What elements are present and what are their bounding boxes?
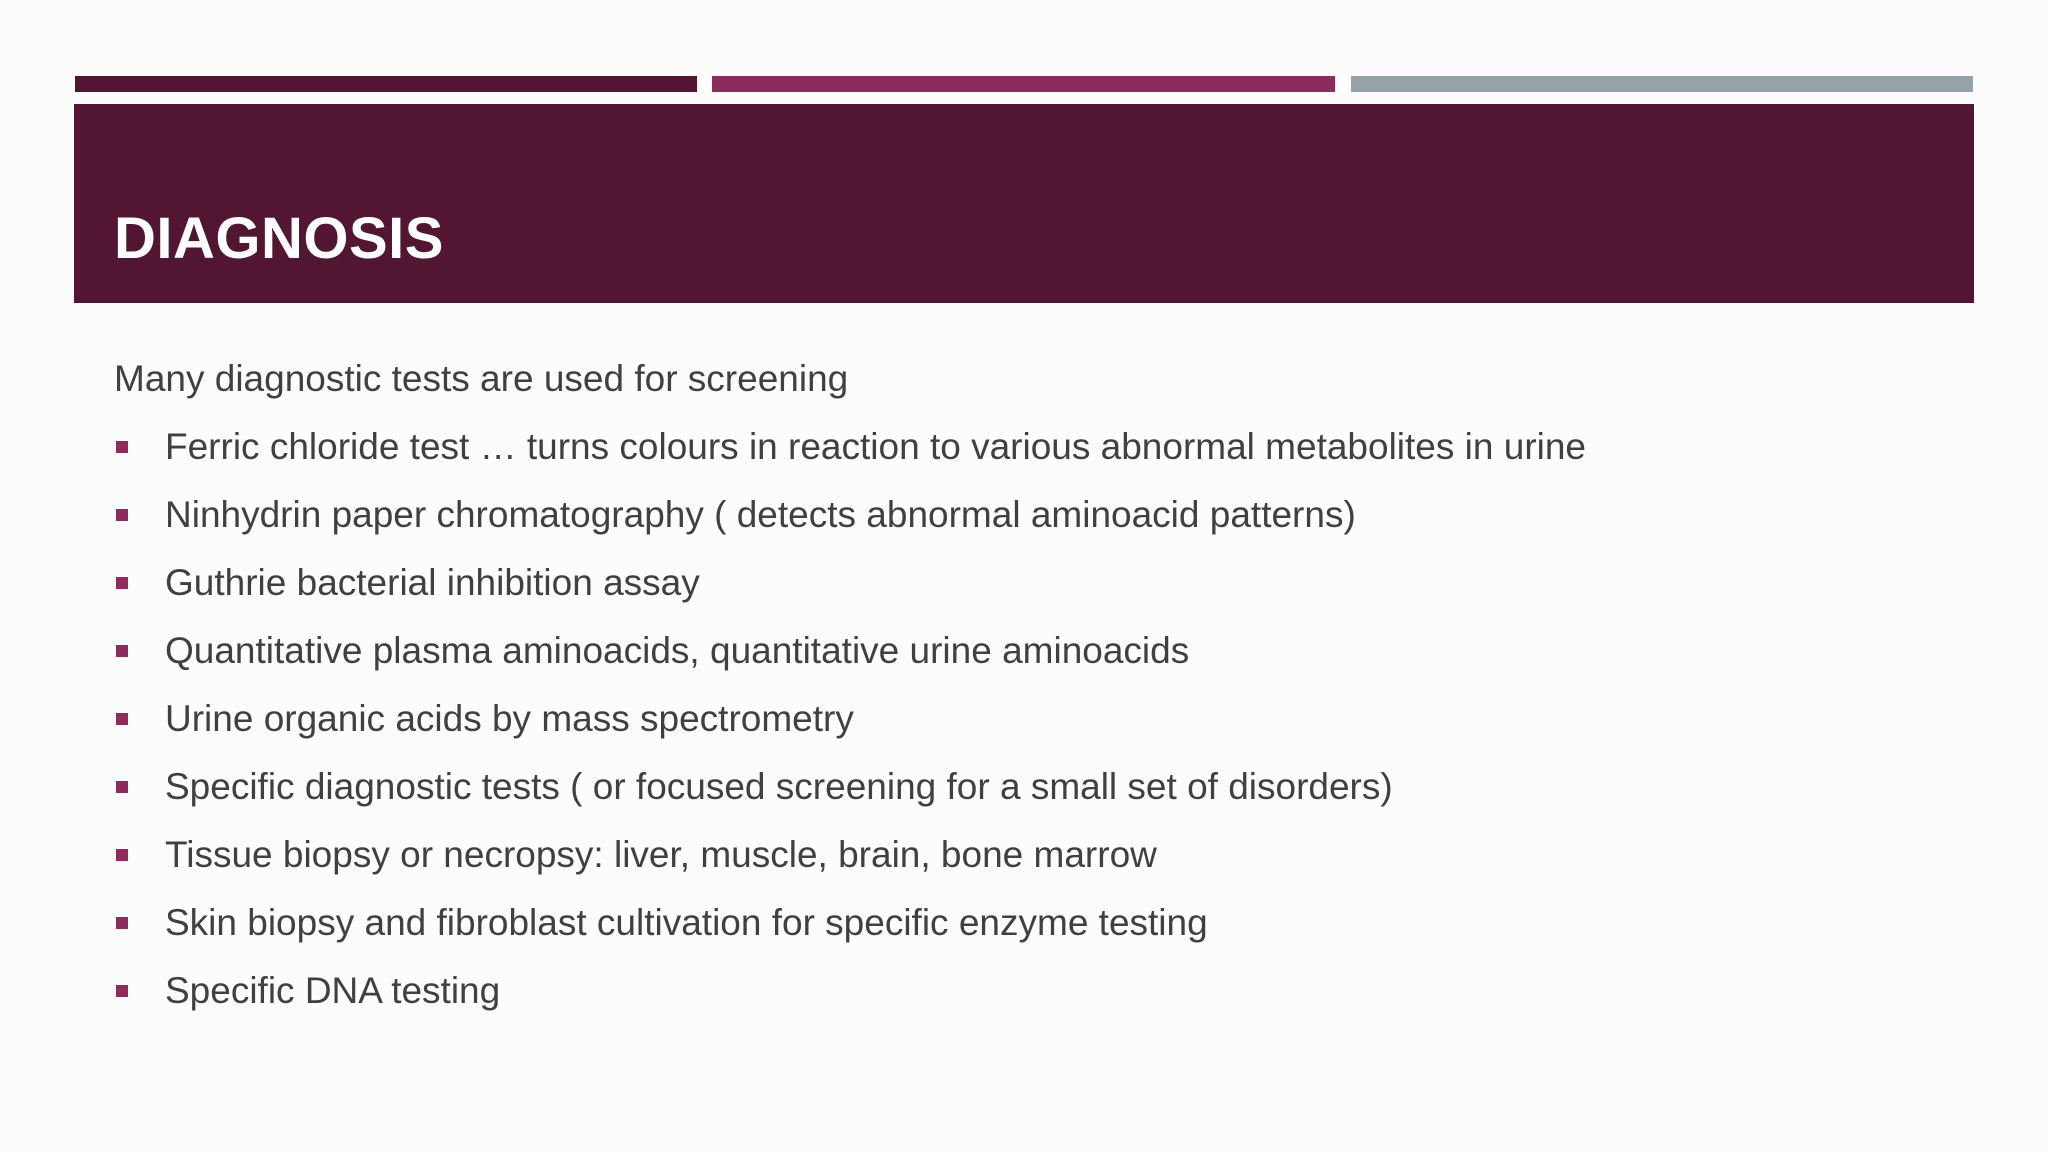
bullet-item (114, 896, 1934, 964)
square-bullet-icon (116, 781, 128, 793)
bullet-text: Tissue biopsy or necropsy: liver, muscle, brain, bone marrow (165, 834, 1157, 875)
bullet-text: Guthrie bacterial inhibition assay (165, 562, 700, 603)
square-bullet-icon (116, 713, 128, 725)
square-bullet-icon (116, 645, 128, 657)
title-band (74, 104, 1974, 303)
intro-text: Many diagnostic tests are used for screening (114, 358, 849, 399)
bullet-item (114, 624, 1934, 692)
square-bullet-icon (116, 985, 128, 997)
square-bullet-icon (116, 917, 128, 929)
bullet-item (114, 828, 1934, 896)
bullet-text: Ninhydrin paper chromatography ( detects abnormal aminoacid patterns) (165, 494, 1356, 535)
slide-title: DIAGNOSIS (114, 206, 444, 271)
bullet-list (114, 420, 1934, 1032)
bullet-item (114, 420, 1934, 488)
bullet-text: Ferric chloride test … turns colours in reaction to various abnormal metabolites in urine (165, 426, 1587, 467)
square-bullet-icon (116, 849, 128, 861)
bullet-item (114, 760, 1934, 828)
bullet-item (114, 692, 1934, 760)
top-accent-bar-dark (75, 76, 697, 92)
bullet-text: Quantitative plasma aminoacids, quantitative urine aminoacids (165, 630, 1190, 671)
slide-content (114, 352, 1934, 1032)
bullet-text: Specific DNA testing (165, 970, 501, 1011)
bullet-item (114, 488, 1934, 556)
top-accent-bar-gray (1351, 76, 1973, 92)
top-accent-bar-magenta (712, 76, 1335, 92)
bullet-text: Urine organic acids by mass spectrometry (165, 698, 854, 739)
square-bullet-icon (116, 577, 128, 589)
square-bullet-icon (116, 441, 128, 453)
bullet-item (114, 964, 1934, 1032)
bullet-text: Skin biopsy and fibroblast cultivation for specific enzyme testing (165, 902, 1208, 943)
bullet-text: Specific diagnostic tests ( or focused screening for a small set of disorders) (165, 766, 1393, 807)
square-bullet-icon (116, 509, 128, 521)
bullet-item (114, 556, 1934, 624)
